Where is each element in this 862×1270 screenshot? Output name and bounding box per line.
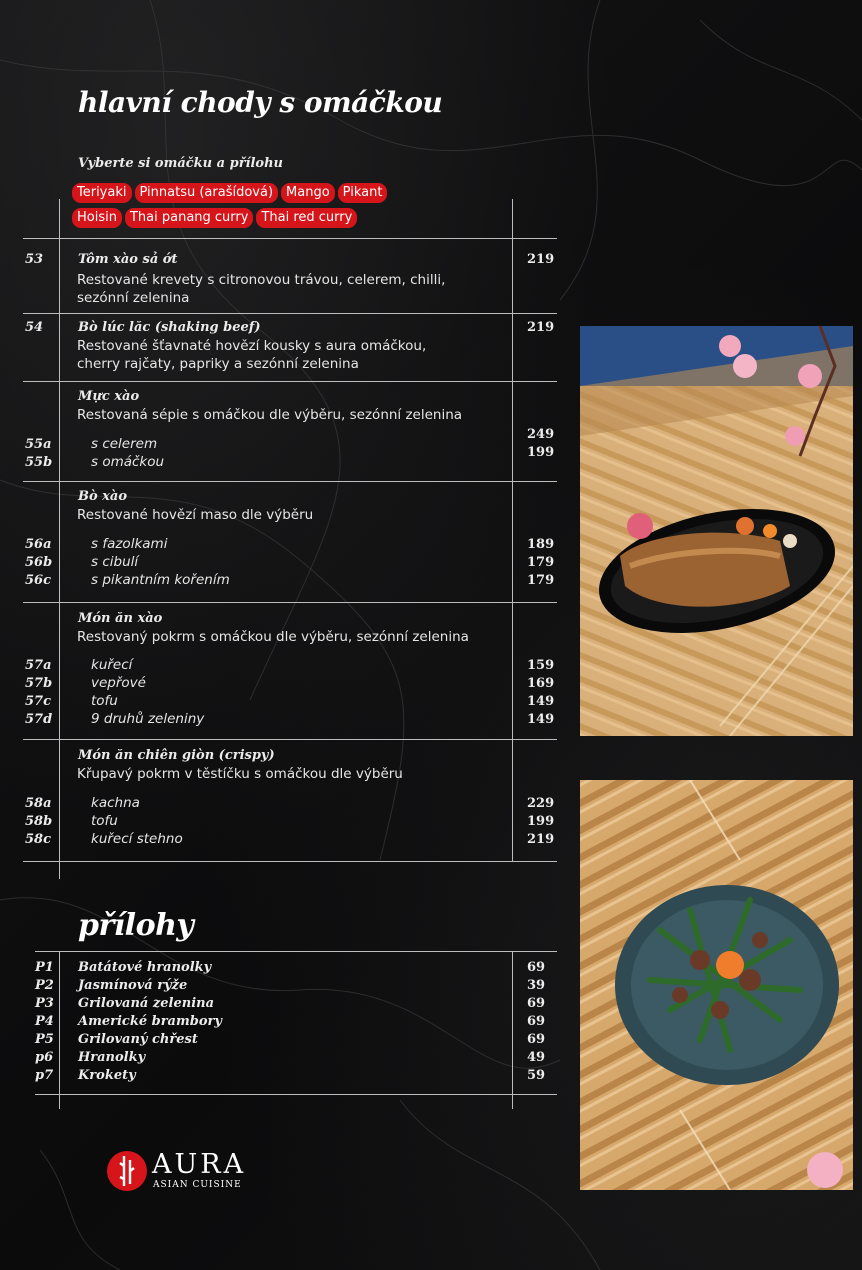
- side-name: Jasmínová rýže: [78, 978, 188, 993]
- side-price: 49: [527, 1050, 546, 1065]
- row-divider: [23, 238, 557, 239]
- dish-number: 56a: [25, 537, 52, 552]
- dish-number: 57c: [25, 694, 52, 709]
- dish-variant: s omáčkou: [91, 454, 165, 470]
- dish-price: 219: [527, 832, 555, 847]
- sides-top-rule: [35, 951, 557, 952]
- dish-description: Restované hovězí maso dle výběru: [77, 507, 314, 523]
- dish-description: Restované šťavnaté hovězí kousky s aura omáčkou,: [77, 338, 427, 354]
- dish-number: 55b: [25, 455, 53, 470]
- dish-variant: tofu: [91, 693, 118, 709]
- side-name: Krokety: [78, 1068, 136, 1083]
- dish-price: 199: [527, 445, 555, 460]
- sauce-tag: Pinnatsu (arašídová): [135, 183, 279, 203]
- dish-price: 249: [527, 427, 555, 442]
- dish-number: 57d: [25, 712, 53, 727]
- side-number: P4: [35, 1014, 54, 1029]
- dish-price: 169: [527, 676, 555, 691]
- dish-number: 55a: [25, 437, 52, 452]
- sides-right-rule: [512, 952, 513, 1109]
- side-name: Batátové hranolky: [78, 960, 212, 975]
- sauce-tag: Pikant: [338, 183, 388, 203]
- dish-number: 58b: [25, 814, 53, 829]
- side-number: P3: [35, 996, 54, 1011]
- dish-number: 56c: [25, 573, 52, 588]
- dish-description: Restovaná sépie s omáčkou dle výběru, sezónní zelenina: [77, 407, 463, 423]
- sauce-tags-row-2: [72, 208, 432, 228]
- dish-variant: s fazolkami: [91, 536, 168, 552]
- dish-name: Tôm xào sả ớt: [78, 252, 178, 267]
- side-price: 69: [527, 1014, 546, 1029]
- side-price: 69: [527, 996, 546, 1011]
- row-divider: [23, 481, 557, 482]
- dish-description: Restované krevety s citronovou trávou, celerem, chilli,: [77, 272, 446, 288]
- dish-variant: tofu: [91, 813, 118, 829]
- dish-name: Món ăn chiên giòn (crispy): [78, 748, 275, 763]
- side-name: Hranolky: [78, 1050, 146, 1065]
- side-price: 69: [527, 1032, 546, 1047]
- dish-variant: vepřové: [91, 675, 146, 691]
- row-divider: [23, 602, 557, 603]
- side-number: p7: [35, 1068, 54, 1083]
- sides-title: přílohy: [78, 908, 194, 943]
- dish-price: 219: [527, 252, 555, 267]
- row-divider: [23, 381, 557, 382]
- dish-photo-shaking-beef: [580, 326, 853, 736]
- row-divider: [23, 861, 557, 862]
- side-price: 69: [527, 960, 546, 975]
- dish-price: 219: [527, 320, 555, 335]
- dish-description: sezónní zelenina: [77, 290, 190, 306]
- dish-photo-beef-green-beans: [580, 780, 853, 1190]
- dish-name: Món ăn xào: [78, 611, 163, 626]
- sauce-tag: Mango: [281, 183, 335, 203]
- dish-price: 189: [527, 537, 555, 552]
- dish-number: 56b: [25, 555, 53, 570]
- dish-variant: kachna: [91, 795, 140, 811]
- side-number: p6: [35, 1050, 54, 1065]
- side-price: 39: [527, 978, 546, 993]
- side-name: Grilovaný chřest: [78, 1032, 198, 1047]
- sauce-tag: Thai panang curry: [125, 208, 253, 228]
- side-price: 59: [527, 1068, 546, 1083]
- table-right-rule: [512, 199, 513, 861]
- dish-description: Restovaný pokrm s omáčkou dle výběru, sezónní zelenina: [77, 629, 469, 645]
- dish-number: 54: [25, 320, 44, 335]
- dish-variant: kuřecí: [91, 657, 133, 673]
- dish-number: 57a: [25, 658, 52, 673]
- dish-price: 149: [527, 694, 555, 709]
- dish-number: 57b: [25, 676, 53, 691]
- dish-name: Bò xào: [78, 489, 128, 504]
- dish-name: Bò lúc lăc (shaking beef): [78, 320, 261, 335]
- dish-variant: s celerem: [91, 436, 158, 452]
- row-divider: [23, 739, 557, 740]
- sauce-tag: Thai red curry: [256, 208, 357, 228]
- side-name: Grilovaná zelenina: [78, 996, 215, 1011]
- side-number: P1: [35, 960, 54, 975]
- row-divider: [23, 313, 557, 314]
- brand-tagline: ASIAN CUISINE: [153, 1180, 242, 1190]
- dish-price: 179: [527, 555, 555, 570]
- brand-name: AURA: [152, 1149, 247, 1180]
- side-number: P2: [35, 978, 54, 993]
- sauce-choice-label: Vyberte si omáčku a přílohu: [78, 156, 283, 171]
- side-number: P5: [35, 1032, 54, 1047]
- dish-number: 58c: [25, 832, 52, 847]
- dish-variant: s cibulí: [91, 554, 139, 570]
- table-left-rule: [59, 199, 60, 879]
- sauce-tag: Teriyaki: [72, 183, 132, 203]
- dish-description: Křupavý pokrm v těstíčku s omáčkou dle výběru: [77, 766, 403, 782]
- dish-price: 229: [527, 796, 555, 811]
- side-name: Americké brambory: [78, 1014, 222, 1029]
- sides-bottom-rule: [35, 1094, 557, 1095]
- dish-description: cherry rajčaty, papriky a sezónní zelenina: [77, 356, 359, 372]
- dish-number: 53: [25, 252, 44, 267]
- dish-number: 58a: [25, 796, 52, 811]
- aura-logo-mark: [106, 1150, 148, 1196]
- dish-price: 179: [527, 573, 555, 588]
- dish-price: 199: [527, 814, 555, 829]
- sauce-tags-row-1: [72, 183, 432, 203]
- dish-name: Mực xào: [78, 389, 140, 404]
- dish-variant: 9 druhů zeleniny: [91, 711, 205, 727]
- sauce-tag: Hoisin: [72, 208, 122, 228]
- dish-variant: kuřecí stehno: [91, 831, 183, 847]
- sides-left-rule: [59, 952, 60, 1109]
- dish-price: 149: [527, 712, 555, 727]
- dish-price: 159: [527, 658, 555, 673]
- dish-variant: s pikantním kořením: [91, 572, 230, 588]
- page-title: hlavní chody s omáčkou: [78, 86, 443, 119]
